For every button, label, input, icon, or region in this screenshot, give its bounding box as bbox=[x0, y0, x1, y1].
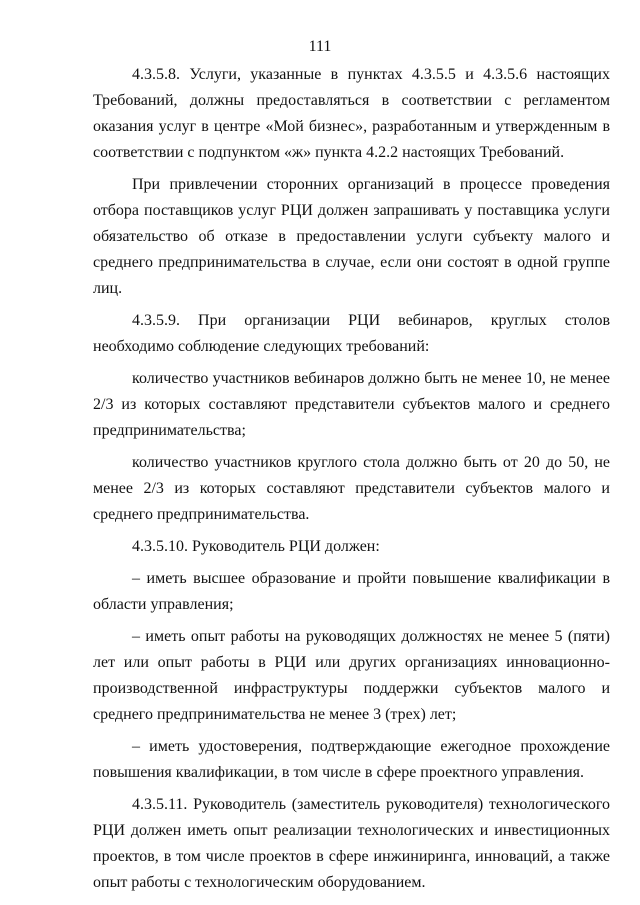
paragraph-third-party-organizations: При привлечении сторонних организаций в процессе проведения отбора поставщиков услуг РЦИ должен запрашивать у поставщика услуги обязательство об отказе в предоставлении услуги субъекту малого и среднего предпринимательства в случае, если они состоят в одной группе лиц. bbox=[93, 176, 610, 297]
paragraph-4-3-5-9: 4.3.5.9. При организации РЦИ вебинаров, круглых столов необходимо соблюдение следующих требований: bbox=[93, 312, 610, 355]
page-number: 111 bbox=[308, 38, 332, 55]
paragraph-certificates: – иметь удостоверения, подтверждающие ежегодное прохождение повышения квалификации, в том числе в сфере проектного управления. bbox=[93, 738, 610, 781]
paragraph-webinar-participants: количество участников вебинаров должно быть не менее 10, не менее 2/3 из которых составляют представители субъектов малого и среднего предпринимательства; bbox=[93, 370, 610, 439]
paragraph-4-3-5-11: 4.3.5.11. Руководитель (заместитель руководителя) технологического РЦИ должен иметь опыт реализации технологических и инвестиционных проектов, в том числе проектов в сфере инжиниринга, инноваций, а также опыт работы с технологическим оборудованием. bbox=[93, 796, 610, 891]
paragraph-4-3-5-8: 4.3.5.8. Услуги, указанные в пунктах 4.3.5.5 и 4.3.5.6 настоящих Требований, должны предоставляться в соответствии с регламентом оказания услуг в центре «Мой бизнес», разработанным и утвержденным в соответствии с подпунктом «ж» пункта 4.2.2 настоящих Требований. bbox=[93, 66, 610, 161]
paragraph-work-experience: – иметь опыт работы на руководящих должностях не менее 5 (пяти) лет или опыт работы в РЦИ или других организациях инновационно-производственной инфраструктуры поддержки субъектов малого и среднего предпринимательства не менее 3 (трех) лет; bbox=[93, 628, 610, 723]
paragraph-higher-education: – иметь высшее образование и пройти повышение квалификации в области управления; bbox=[93, 570, 610, 613]
document-body bbox=[93, 62, 610, 896]
paragraph-round-table-participants: количество участников круглого стола должно быть от 20 до 50, не менее 2/3 из которых составляют представители субъектов малого и среднего предпринимательства. bbox=[93, 454, 610, 523]
paragraph-4-3-5-10: 4.3.5.10. Руководитель РЦИ должен: bbox=[132, 538, 380, 555]
